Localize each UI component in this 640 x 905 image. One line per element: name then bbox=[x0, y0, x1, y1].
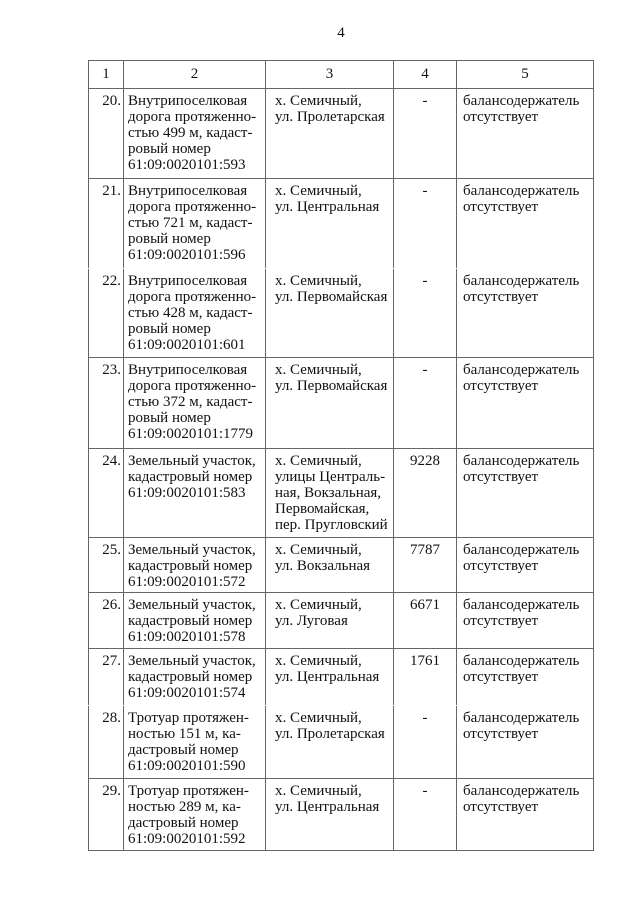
address-cell bbox=[265, 358, 393, 448]
area-value: - bbox=[393, 179, 456, 268]
object-name-line: ровый номер bbox=[128, 141, 211, 157]
holder-line: балансодержатель bbox=[463, 453, 580, 469]
holder-line: балансодержатель bbox=[463, 273, 580, 289]
row-number: 23. bbox=[88, 358, 123, 448]
holder-cell bbox=[456, 269, 593, 357]
holder-cell bbox=[456, 89, 593, 178]
object-name-cell bbox=[123, 593, 265, 648]
holder-line: отсутствует bbox=[463, 289, 539, 305]
address-cell bbox=[265, 179, 393, 268]
row-number: 21. bbox=[88, 179, 123, 268]
address-line: ул. Центральная bbox=[275, 199, 380, 215]
object-name-line: 61:09:0020101:593 bbox=[128, 157, 246, 173]
holder-line: балансодержатель bbox=[463, 710, 580, 726]
table-row bbox=[88, 448, 593, 537]
table-header-row bbox=[88, 60, 593, 88]
table-row bbox=[88, 268, 593, 357]
object-name-line: дорога протяженно- bbox=[128, 109, 257, 125]
object-name-line: стью 428 м, кадаст- bbox=[128, 305, 253, 321]
address-line: ул. Пролетарская bbox=[275, 109, 385, 125]
holder-cell bbox=[456, 179, 593, 268]
row-number: 25. bbox=[88, 538, 123, 592]
object-name-line: дорога протяженно- bbox=[128, 199, 257, 215]
address-cell bbox=[265, 538, 393, 592]
object-name-line: 61:09:0020101:1779 bbox=[128, 426, 254, 442]
object-name-line: ровый номер bbox=[128, 231, 211, 247]
object-name-line: стью 499 м, кадаст- bbox=[128, 125, 253, 141]
object-name-line: кадастровый номер bbox=[128, 558, 253, 574]
holder-line: отсутствует bbox=[463, 726, 539, 742]
address-line: ул. Центральная bbox=[275, 799, 380, 815]
holder-cell bbox=[456, 706, 593, 778]
object-name-line: ностью 151 м, ка- bbox=[128, 726, 241, 742]
table-row bbox=[88, 648, 593, 705]
header-cell-5: 5 bbox=[456, 61, 593, 88]
address-line: х. Семичный, bbox=[275, 710, 362, 726]
address-line: ул. Первомайская bbox=[275, 289, 388, 305]
address-cell bbox=[265, 706, 393, 778]
object-name-line: Внутрипоселковая bbox=[128, 93, 248, 109]
object-name-line: дастровый номер bbox=[128, 815, 239, 831]
holder-cell bbox=[456, 649, 593, 705]
holder-line: отсутствует bbox=[463, 378, 539, 394]
row-number: 28. bbox=[88, 706, 123, 778]
object-name-line: 61:09:0020101:596 bbox=[128, 247, 246, 263]
holder-line: отсутствует bbox=[463, 613, 539, 629]
address-cell bbox=[265, 649, 393, 705]
row-number: 26. bbox=[88, 593, 123, 648]
address-line: х. Семичный, bbox=[275, 183, 362, 199]
holder-cell bbox=[456, 779, 593, 850]
area-value: - bbox=[393, 89, 456, 178]
object-name-line: кадастровый номер bbox=[128, 613, 253, 629]
object-name-line: 61:09:0020101:572 bbox=[128, 574, 246, 590]
header-cell-1: 1 bbox=[88, 61, 123, 88]
object-name-line: ровый номер bbox=[128, 321, 211, 337]
address-line: пер. Пругловский bbox=[275, 517, 388, 533]
holder-cell bbox=[456, 449, 593, 537]
area-value: - bbox=[393, 358, 456, 448]
table-row bbox=[88, 178, 593, 268]
holder-line: балансодержатель bbox=[463, 93, 580, 109]
holder-line: отсутствует bbox=[463, 469, 539, 485]
object-name-line: 61:09:0020101:601 bbox=[128, 337, 246, 353]
address-cell bbox=[265, 449, 393, 537]
address-cell bbox=[265, 269, 393, 357]
object-name-line: Земельный участок, bbox=[128, 542, 256, 558]
address-line: ул. Луговая bbox=[275, 613, 348, 629]
address-line: х. Семичный, bbox=[275, 653, 362, 669]
object-name-line: кадастровый номер bbox=[128, 469, 253, 485]
object-name-line: Внутрипоселковая bbox=[128, 273, 248, 289]
holder-line: отсутствует bbox=[463, 669, 539, 685]
object-name-cell bbox=[123, 179, 265, 268]
object-name-line: 61:09:0020101:590 bbox=[128, 758, 246, 774]
holder-line: отсутствует bbox=[463, 109, 539, 125]
property-table bbox=[88, 60, 594, 851]
area-value: 9228 bbox=[393, 449, 456, 537]
table-row bbox=[88, 778, 593, 850]
object-name-line: 61:09:0020101:592 bbox=[128, 831, 246, 847]
area-value: - bbox=[393, 779, 456, 850]
holder-line: балансодержатель bbox=[463, 542, 580, 558]
object-name-line: Тротуар протяжен- bbox=[128, 710, 249, 726]
row-number: 29. bbox=[88, 779, 123, 850]
holder-line: отсутствует bbox=[463, 199, 539, 215]
address-line: х. Семичный, bbox=[275, 93, 362, 109]
address-line: ул. Вокзальная bbox=[275, 558, 371, 574]
header-cell-3: 3 bbox=[265, 61, 393, 88]
area-value: - bbox=[393, 269, 456, 357]
address-line: х. Семичный, bbox=[275, 783, 362, 799]
address-line: х. Семичный, bbox=[275, 453, 362, 469]
address-line: ул. Пролетарская bbox=[275, 726, 385, 742]
holder-line: балансодержатель bbox=[463, 183, 580, 199]
object-name-line: дастровый номер bbox=[128, 742, 239, 758]
header-cell-4: 4 bbox=[393, 61, 456, 88]
area-value: 7787 bbox=[393, 538, 456, 592]
object-name-line: 61:09:0020101:578 bbox=[128, 629, 246, 645]
holder-line: отсутствует bbox=[463, 558, 539, 574]
holder-line: балансодержатель bbox=[463, 362, 580, 378]
object-name-line: ровый номер bbox=[128, 410, 211, 426]
address-line: х. Семичный, bbox=[275, 542, 362, 558]
address-line: х. Семичный, bbox=[275, 362, 362, 378]
object-name-line: стью 372 м, кадаст- bbox=[128, 394, 253, 410]
object-name-cell bbox=[123, 449, 265, 537]
address-line: ная, Вокзальная, bbox=[275, 485, 382, 501]
address-line: ул. Центральная bbox=[275, 669, 380, 685]
object-name-cell bbox=[123, 269, 265, 357]
table-body bbox=[88, 88, 593, 850]
table-row bbox=[88, 705, 593, 778]
address-line: Первомайская, bbox=[275, 501, 370, 517]
holder-line: балансодержатель bbox=[463, 597, 580, 613]
table-row bbox=[88, 537, 593, 592]
holder-cell bbox=[456, 593, 593, 648]
object-name-line: ностью 289 м, ка- bbox=[128, 799, 241, 815]
object-name-line: Тротуар протяжен- bbox=[128, 783, 249, 799]
object-name-line: дорога протяженно- bbox=[128, 378, 257, 394]
object-name-line: кадастровый номер bbox=[128, 669, 253, 685]
address-cell bbox=[265, 89, 393, 178]
area-value: 1761 bbox=[393, 649, 456, 705]
object-name-line: Внутрипоселковая bbox=[128, 183, 248, 199]
object-name-cell bbox=[123, 779, 265, 850]
table-row bbox=[88, 357, 593, 448]
address-line: х. Семичный, bbox=[275, 273, 362, 289]
object-name-line: 61:09:0020101:574 bbox=[128, 685, 246, 701]
page-number: 4 bbox=[337, 25, 345, 41]
header-cell-2: 2 bbox=[123, 61, 265, 88]
address-line: улицы Централь- bbox=[275, 469, 386, 485]
area-value: 6671 bbox=[393, 593, 456, 648]
object-name-line: стью 721 м, кадаст- bbox=[128, 215, 253, 231]
address-cell bbox=[265, 593, 393, 648]
object-name-cell bbox=[123, 649, 265, 705]
object-name-line: Земельный участок, bbox=[128, 453, 256, 469]
area-value: - bbox=[393, 706, 456, 778]
object-name-line: 61:09:0020101:583 bbox=[128, 485, 246, 501]
holder-line: балансодержатель bbox=[463, 783, 580, 799]
table-row bbox=[88, 592, 593, 648]
holder-cell bbox=[456, 538, 593, 592]
address-cell bbox=[265, 779, 393, 850]
object-name-cell bbox=[123, 538, 265, 592]
object-name-line: дорога протяженно- bbox=[128, 289, 257, 305]
holder-line: балансодержатель bbox=[463, 653, 580, 669]
holder-cell bbox=[456, 358, 593, 448]
row-number: 20. bbox=[88, 89, 123, 178]
address-line: ул. Первомайская bbox=[275, 378, 388, 394]
row-number: 27. bbox=[88, 649, 123, 705]
row-number: 22. bbox=[88, 269, 123, 357]
object-name-cell bbox=[123, 89, 265, 178]
object-name-line: Земельный участок, bbox=[128, 653, 256, 669]
object-name-line: Внутрипоселковая bbox=[128, 362, 248, 378]
address-line: х. Семичный, bbox=[275, 597, 362, 613]
row-number: 24. bbox=[88, 449, 123, 537]
object-name-cell bbox=[123, 706, 265, 778]
holder-line: отсутствует bbox=[463, 799, 539, 815]
object-name-line: Земельный участок, bbox=[128, 597, 256, 613]
table-row bbox=[88, 88, 593, 178]
object-name-cell bbox=[123, 358, 265, 448]
